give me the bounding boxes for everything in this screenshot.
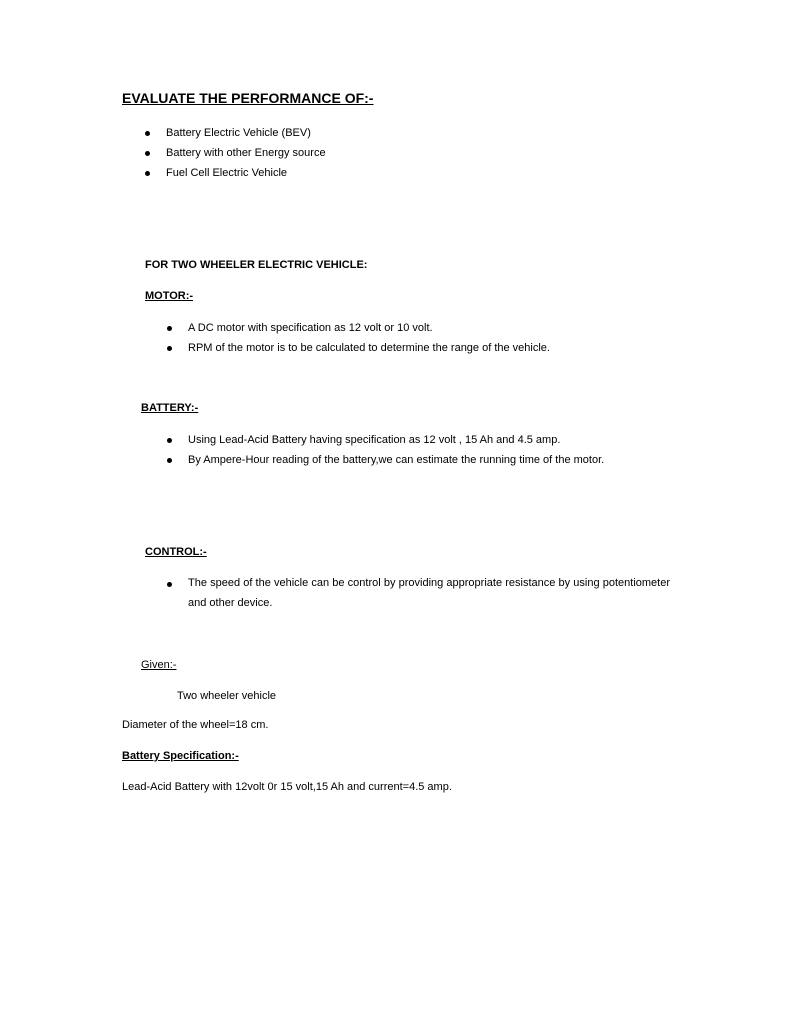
bullet-icon	[167, 582, 172, 587]
battery-spec-text: Lead-Acid Battery with 12volt 0r 15 volt,15 Ah and current=4.5 amp.	[122, 781, 452, 793]
given-vehicle: Two wheeler vehicle	[177, 690, 277, 702]
motor-heading: MOTOR:-	[145, 290, 194, 302]
bullet-icon	[145, 131, 150, 136]
document-page: EVALUATE THE PERFORMANCE OF:- Battery Electric Vehicle (BEV) Battery with other Energy source Fuel Cell Electric Vehicle FOR TWO WHEELER ELECTRIC VEHICLE: MOTOR:- A DC motor with specification as 12 volt or 10 volt. RPM of the motor is to be calculated to determine the range of the vehicle. BATTERY:- Using Lead-Acid Battery having specification as 12 volt , 15 Ah and 4.5 amp. By Ampere-Hour reading of the battery,we can estimate the running time of the motor. CONTROL:- The speed of the vehicle can be control by providing appropriate resistance by using potentiometer and other device. Given:- Two wheeler vehicle Diameter of the wheel=18 cm. Battery Specification:- Lead-Acid Battery with 12volt 0r 15 volt,15 Ah and current=4.5 amp.	[122, 90, 670, 793]
two-wheeler-heading: FOR TWO WHEELER ELECTRIC VEHICLE:	[145, 259, 368, 271]
control-item: The speed of the vehicle can be control by providing appropriate resistance by using potentiometer and other device.	[188, 577, 670, 609]
bullet-icon	[145, 171, 150, 176]
battery-spec-heading: Battery Specification:-	[122, 750, 239, 762]
page-title: EVALUATE THE PERFORMANCE OF:-	[122, 90, 374, 106]
bullet-icon	[145, 151, 150, 156]
given-heading: Given:-	[141, 659, 177, 671]
bullet-icon	[167, 438, 172, 443]
bullet-icon	[167, 458, 172, 463]
bullet-icon	[167, 326, 172, 331]
control-heading: CONTROL:-	[145, 546, 207, 558]
bullet-icon	[167, 346, 172, 351]
battery-heading: BATTERY:-	[141, 402, 199, 414]
given-diameter: Diameter of the wheel=18 cm.	[122, 719, 269, 731]
